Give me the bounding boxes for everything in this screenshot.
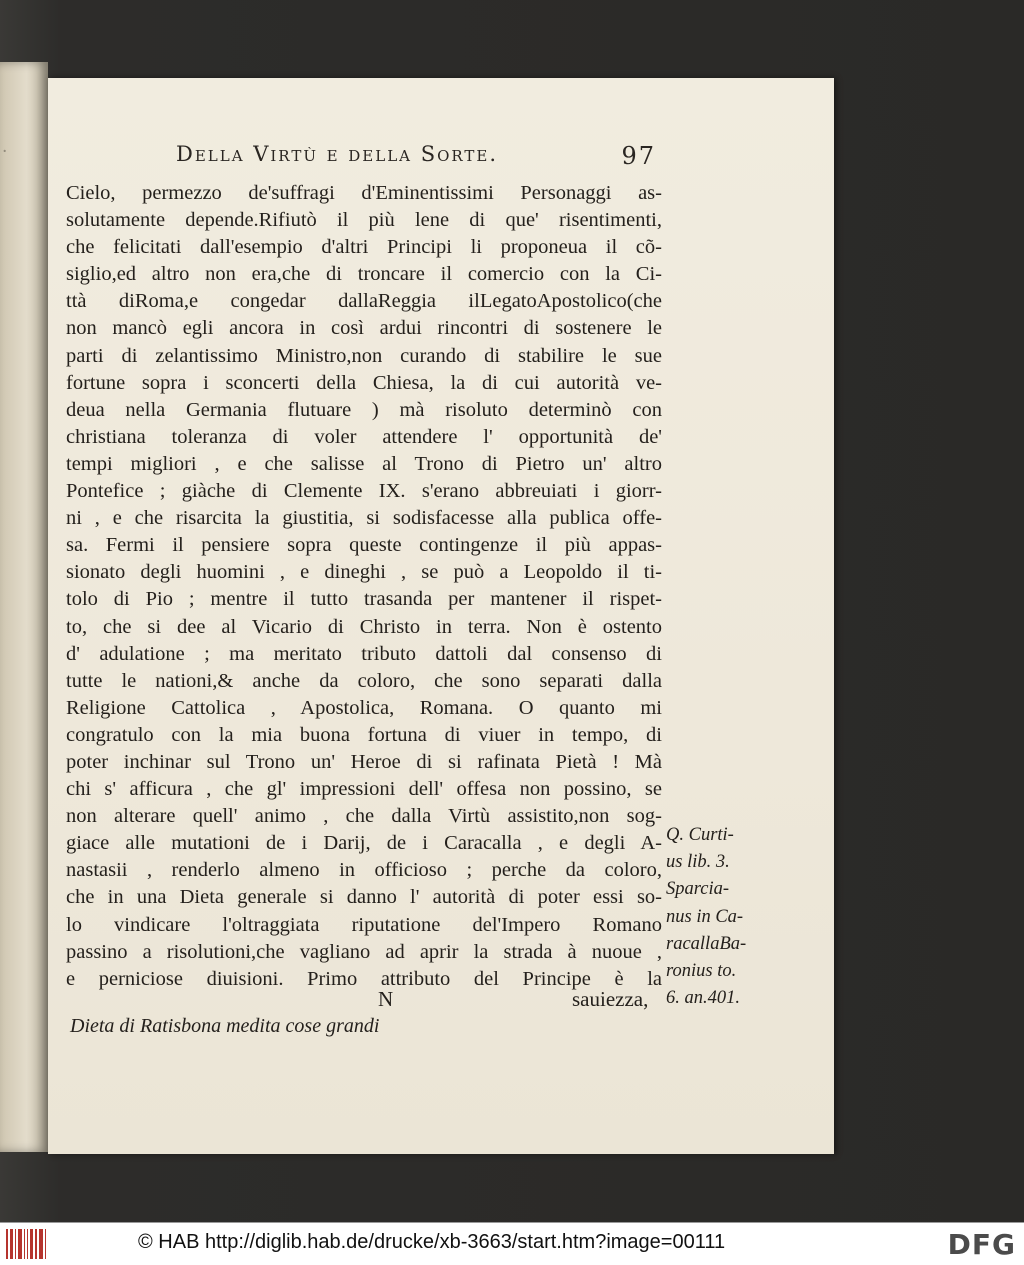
marginal-notes: [666, 822, 786, 1012]
text-line: e perniciose diuisioni. Primo attributo del Principe è la: [66, 967, 662, 990]
catchword: sauiezza,: [572, 987, 649, 1011]
text-line: chi s' afficura , che gl' impressioni dell' offesa non possino, se: [66, 778, 662, 801]
text-line: solutamente depende.Rifiutò il più lene di que' risentimenti,: [66, 209, 662, 232]
text-line: sa. Fermi il pensiere sopra queste contingenze il più appas-: [66, 534, 662, 557]
body-text: [66, 180, 662, 993]
text-line: lo vindicare l'oltraggiata riputatione del'Impero Romano: [66, 913, 662, 936]
marginal-note-line: racallaBa-: [666, 933, 747, 954]
text-line: deua nella Germania flutuare ) mà risoluto determinò con: [66, 398, 662, 421]
marginal-note-line: nus in Ca-: [666, 906, 744, 927]
text-line: sionato degli huomini , e dineghi , se può a Leopoldo il ti-: [66, 561, 662, 584]
text-line: congratulo con la mia buona fortuna di viuer in tempo, di: [66, 723, 662, 746]
hab-barcode-logo[interactable]: [6, 1229, 46, 1259]
text-line: to, che si dee al Vicario di Christo in terra. Non è ostento: [66, 615, 662, 638]
text-line: fortune sopra i sconcerti della Chiesa, la di cui autorità ve-: [66, 371, 662, 394]
text-line: christiana toleranza di voler attendere l' opportunità de': [66, 425, 662, 448]
text-line: parti di zelantissimo Ministro,non curando di stabilire le sue: [66, 344, 662, 367]
text-line: Pontefice ; giàche di Clemente IX. s'erano abbreuiati i giorr-: [66, 480, 662, 503]
text-line: che felicitati dall'esempio d'altri Principi li proponeua il cõ-: [66, 236, 662, 259]
text-line: non mancò egli ancora in così ardui rincontri di sostenere le: [66, 317, 662, 340]
marginal-note-line: Sparcia-: [666, 879, 730, 900]
text-line: Religione Cattolica , Apostolica, Romana. O quanto mi: [66, 696, 662, 719]
text-line: d' adulatione ; ma meritato tributo dattoli dal consenso di: [66, 642, 662, 665]
text-line: nastasii , renderlo almeno in officioso ; perche da coloro,: [66, 859, 662, 882]
dfg-logo: DFG: [947, 1228, 1016, 1261]
text-line: poter inchinar sul Trono un' Heroe di si rafinata Pietà ! Mà: [66, 750, 662, 773]
text-line: non alterare quell' animo , che dalla Virtù assistito,non sog-: [66, 805, 662, 828]
viewer-footer-bar: [0, 1222, 1024, 1265]
running-head: [176, 142, 656, 174]
text-line: giace alle mutationi de i Darij, de i Caracalla , e degli A-: [66, 832, 662, 855]
text-line: passino a risolutioni,che vagliano ad aprir la strada à nuoue ,: [66, 940, 662, 963]
text-line: tolo di Pio ; mentre il tutto trasanda per mantener il rispet-: [66, 588, 662, 611]
text-line: tutte le nationi,& anche da coloro, che sono separati dalla: [66, 669, 662, 692]
text-line: Cielo, permezzo de'suffragi d'Eminentissimi Personaggi as-: [66, 182, 662, 204]
page-number: 97: [621, 142, 656, 170]
marginal-note-line: Q. Curti-: [666, 825, 734, 845]
signature-mark: N: [378, 987, 394, 1011]
footer-note: Dieta di Ratisbona medita cose grandi: [70, 1015, 380, 1037]
text-line: che in una Dieta generale si danno l' autorità di poter essi so-: [66, 886, 662, 909]
marginal-note-line: 6. an.401.: [666, 988, 740, 1009]
text-line: tempi migliori , e che salisse al Trono di Pietro un' altro: [66, 452, 662, 475]
source-url-link[interactable]: © HAB http://diglib.hab.de/drucke/xb-3663/start.htm?image=00111: [138, 1231, 726, 1253]
marginal-note-line: ronius to.: [666, 961, 737, 982]
text-line: ni , e che risarcita la giustitia, si sodisfacesse alla publica offe-: [66, 507, 662, 530]
text-line: siglio,ed altro non era,che di troncare il comercio con la Ci-: [66, 263, 662, 286]
text-line: ttà diRoma,e congedar dallaReggia ilLegatoApostolico(che: [66, 290, 662, 313]
previous-page-edge: ·: [0, 62, 48, 1152]
running-head-title: Della Virtù e della Sorte.: [176, 142, 499, 166]
marginal-note-line: us lib. 3.: [666, 852, 730, 873]
